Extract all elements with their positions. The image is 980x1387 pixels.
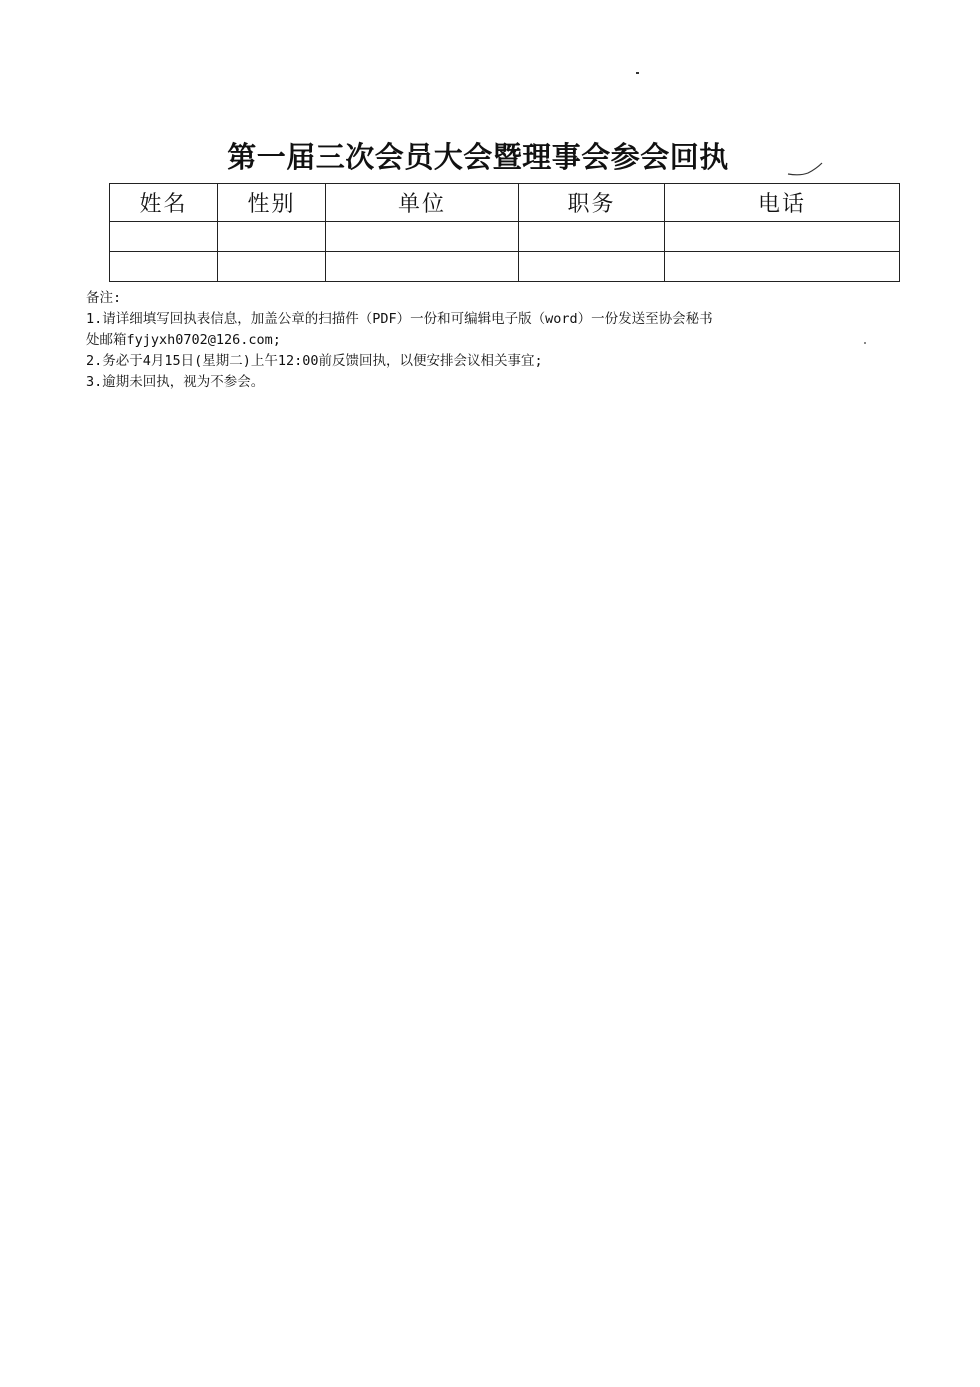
table-row [110, 252, 900, 282]
table-cell-phone[interactable] [665, 252, 900, 282]
table-cell-position[interactable] [519, 252, 665, 282]
note-item-2: 2.务必于4月15日(星期二)上午12:00前反馈回执，以便安排会议相关事宜; [86, 353, 543, 369]
column-header-organization: 单位 [326, 184, 519, 222]
column-header-position: 职务 [519, 184, 665, 222]
page-title: 第一届三次会员大会暨理事会参会回执 [227, 140, 729, 175]
notes-section [86, 288, 876, 393]
column-header-phone: 电话 [665, 184, 900, 222]
column-header-name: 姓名 [110, 184, 218, 222]
table-header-row [110, 184, 900, 222]
table-cell-name[interactable] [110, 252, 218, 282]
table-cell-gender[interactable] [218, 252, 326, 282]
table-cell-name[interactable] [110, 222, 218, 252]
pen-stroke-mark [786, 160, 826, 182]
table-cell-organization[interactable] [326, 252, 519, 282]
notes-heading: 备注: [86, 290, 122, 306]
note-item-3: 3.逾期未回执，视为不参会。 [86, 374, 265, 390]
table-row [110, 222, 900, 252]
table-cell-phone[interactable] [665, 222, 900, 252]
note-item-1: 1.请详细填写回执表信息，加盖公章的扫描件（PDF）一份和可编辑电子版（word）一份发送至协会秘书 [86, 311, 713, 327]
table-cell-organization[interactable] [326, 222, 519, 252]
note-item-1-continued: 处邮箱fyjyxh0702@126.com; [86, 332, 281, 348]
scan-speck [636, 72, 639, 74]
table-cell-position[interactable] [519, 222, 665, 252]
column-header-gender: 性别 [218, 184, 326, 222]
table-cell-gender[interactable] [218, 222, 326, 252]
attendance-receipt-table [109, 183, 900, 282]
